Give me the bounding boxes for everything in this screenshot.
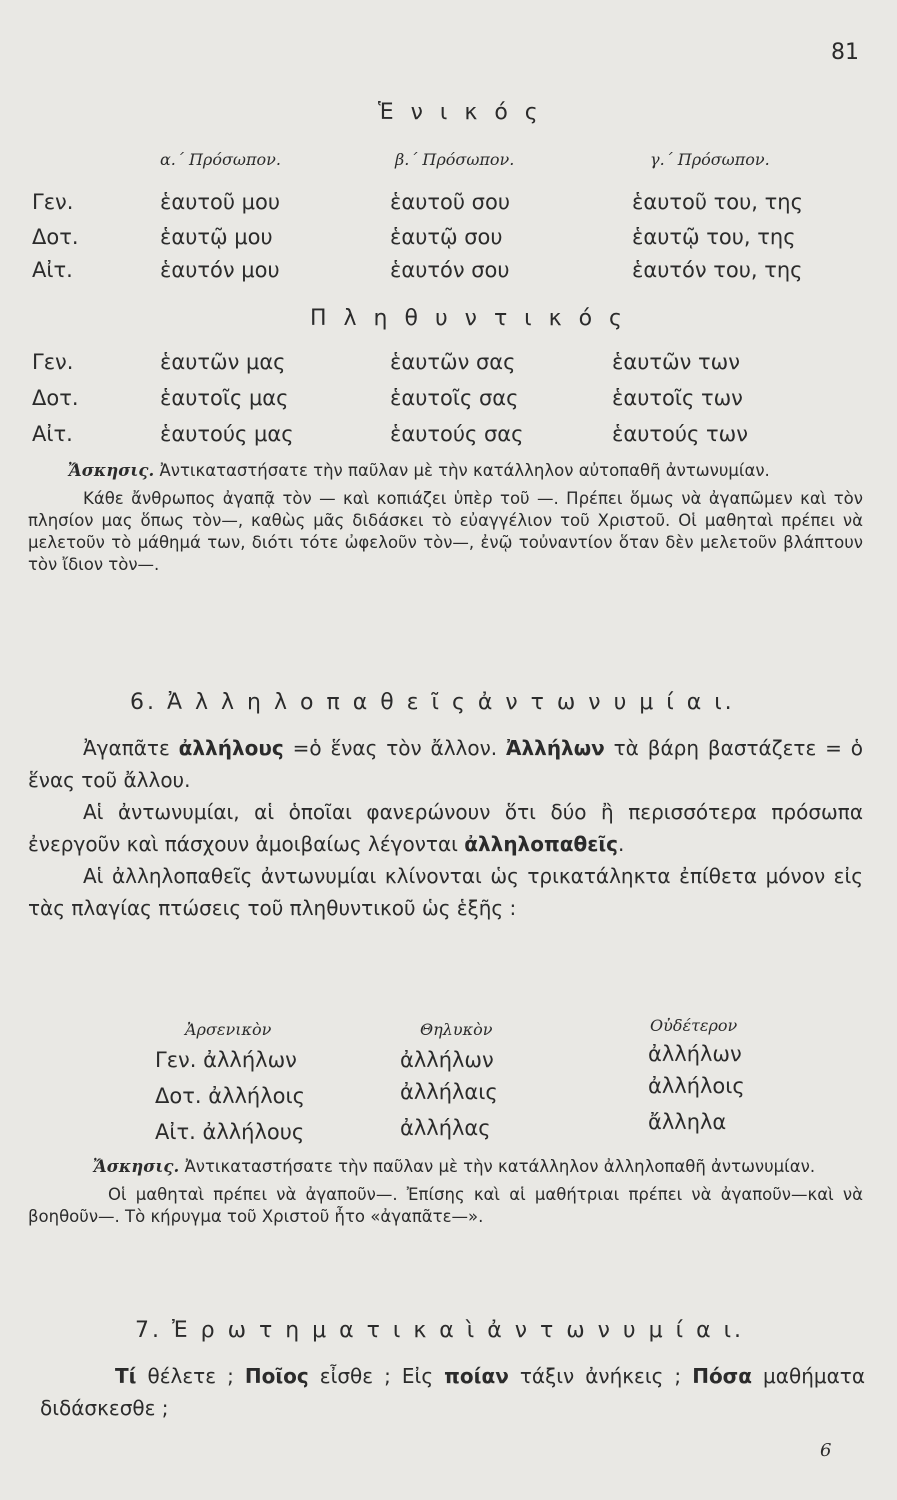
exercise-intro: Ἀντικαταστήσατε τὴν παῦλαν μὲ τὴν κατάλληλον αὐτοπαθῆ ἀντωνυμίαν.	[159, 461, 770, 480]
paragraph-1: Ἀγαπᾶτε ἀλλήλους =ὁ ἕνας τὸν ἄλλον. Ἀλλήλων τὰ βάρη βαστάζετε = ὁ ἕνας τοῦ ἄλλου.	[28, 736, 863, 792]
table-cell: ἑαυτοῖς σας	[390, 386, 519, 410]
exercise-text: Οἱ μαθηταὶ πρέπει νὰ ἀγαποῦν—. Ἐπίσης καὶ αἱ μαθήτριαι πρέπει νὰ ἀγαποῦν—καὶ νὰ βοηθοῦν—. Τὸ κήρυγμα τοῦ Χριστοῦ ἦτο «ἀγαπᾶτε—».	[28, 1185, 863, 1226]
case-label: Γεν.	[32, 190, 74, 214]
col-header-second-person: β.΄ Πρόσωπον.	[395, 150, 515, 169]
exercise-text: Κάθε ἄνθρωπος ἀγαπᾷ τὸν — καὶ κοπιάζει ὑπὲρ τοῦ —. Πρέπει ὅμως νὰ ἀγαπῶμεν καὶ τὸν πλησίον μας ὅπως τὸν—, καθὼς μᾶς διδάσκει τὸ εὐαγγέλιον τοῦ Χριστοῦ. Οἱ μαθηταὶ πρέπει νὰ μελετοῦν τὸ μάθημά των, διότι τότε ὠφελοῦν τὸν—, ἐνῷ τοὐναντίον ὅταν δὲν μελετοῦν βλάπτουν τὸν ἴδιον τὸν—.	[28, 489, 863, 574]
table-cell: ἑαυτοῖς των	[612, 386, 743, 410]
table-cell: ἑαυτούς των	[612, 422, 748, 446]
exercise-2	[28, 1156, 863, 1228]
case-label: Δοτ.	[32, 386, 79, 410]
table-cell: ἑαυτῷ μου	[160, 225, 273, 249]
plural-heading: Π λ η θ υ ν τ ι κ ό ς	[310, 306, 627, 331]
case-label: Αἰτ.	[32, 422, 73, 446]
table-cell: ἑαυτοῦ σου	[390, 190, 510, 214]
signature-mark: 6	[820, 1440, 832, 1461]
table-cell: ἑαυτοῖς μας	[160, 386, 289, 410]
table-cell: ἑαυτόν σου	[390, 258, 510, 282]
table-cell: ἑαυτούς μας	[160, 422, 294, 446]
table-cell: ἀλλήλων	[400, 1048, 494, 1072]
table-cell: ἄλληλα	[648, 1110, 727, 1134]
section-6-title: 6. Ἀ λ λ η λ ο π α θ ε ῖ ς ἀ ν τ ω ν υ μ ί α ι.	[130, 690, 735, 715]
table-row: Γεν. ἀλλήλων	[155, 1048, 297, 1072]
case-label: Αἰτ.	[32, 258, 73, 282]
case-label: Δοτ.	[32, 225, 79, 249]
exercise-label: Ἄσκησις.	[68, 461, 155, 480]
table-cell: ἀλλήλοις	[648, 1074, 745, 1098]
table-cell: ἀλλήλαις	[400, 1080, 498, 1104]
table-cell: ἑαυτῶν των	[612, 350, 740, 374]
table-cell: ἑαυτῶν σας	[390, 350, 516, 374]
col-header-masculine: Ἀρσενικὸν	[185, 1020, 272, 1039]
section-7-example: Τί θέλετε ; Ποῖος εἶσθε ; Εἰς ποίαν τάξιν ἀνήκεις ; Πόσα μαθήματα διδάσκεσθε ;	[40, 1364, 865, 1420]
exercise-label: Ἄσκησις.	[93, 1157, 180, 1176]
col-header-first-person: α.΄ Πρόσωπον.	[160, 150, 281, 169]
table-cell: ἀλλήλας	[400, 1116, 491, 1140]
table-row: Αἰτ. ἀλλήλους	[155, 1120, 305, 1144]
table-cell: ἑαυτοῦ μου	[160, 190, 281, 214]
table-row: Δοτ. ἀλλήλοις	[155, 1084, 305, 1108]
singular-heading: Ἑ ν ι κ ό ς	[378, 100, 543, 125]
section-7-title: 7. Ἐ ρ ω τ η μ α τ ι κ α ὶ ἀ ν τ ω ν υ μ ί α ι.	[135, 1318, 745, 1343]
table-cell: ἑαυτοῦ του, της	[632, 190, 803, 214]
paragraph-3: Αἱ ἀλληλοπαθεῖς ἀντωνυμίαι κλίνονται ὡς τρικατάληκτα ἐπίθετα μόνον εἰς τὰς πλαγίας πτώσεις τοῦ πληθυντικοῦ ὡς ἑξῆς :	[28, 864, 863, 920]
table-cell: ἑαυτούς σας	[390, 422, 524, 446]
section-6-body	[28, 732, 863, 924]
col-header-feminine: Θηλυκὸν	[420, 1020, 493, 1039]
exercise-1	[28, 460, 863, 576]
case-label: Γεν.	[32, 350, 74, 374]
col-header-third-person: γ.΄ Πρόσωπον.	[650, 150, 770, 169]
exercise-intro: Ἀντικαταστήσατε τὴν παῦλαν μὲ τὴν κατάλληλον ἀλληλοπαθῆ ἀντωνυμίαν.	[184, 1157, 816, 1176]
table-cell: ἑαυτόν του, της	[632, 258, 803, 282]
table-cell: ἑαυτόν μου	[160, 258, 280, 282]
table-cell: ἀλλήλων	[648, 1042, 742, 1066]
table-cell: ἑαυτῷ σου	[390, 225, 503, 249]
table-cell: ἑαυτῶν μας	[160, 350, 286, 374]
col-header-neuter: Οὐδέτερον	[650, 1016, 738, 1035]
paragraph-2: Αἱ ἀντωνυμίαι, αἱ ὁποῖαι φανερώνουν ὅτι δύο ἢ περισσότερα πρόσωπα ἐνεργοῦν καὶ πάσχουν ἀμοιβαίως λέγονται ἀλληλοπαθεῖς.	[28, 800, 863, 856]
table-cell: ἑαυτῷ του, της	[632, 225, 796, 249]
page-number: 81	[831, 40, 859, 65]
